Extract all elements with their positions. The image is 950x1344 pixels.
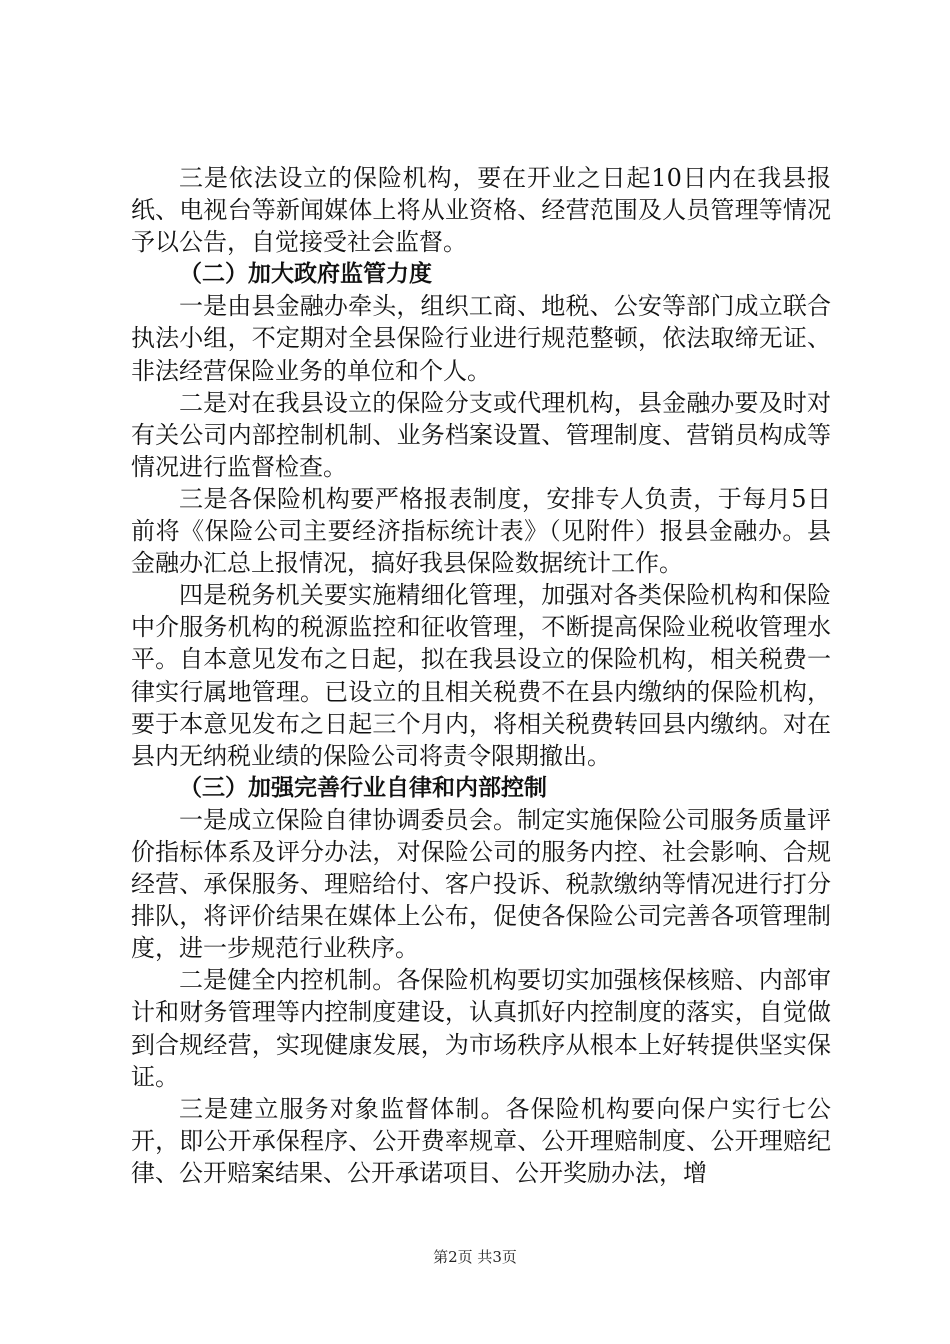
paragraph: 一是成立保险自律协调委员会。制定实施保险公司服务质量评价指标体系及评分办法，对保险公司的服务内控、社会影响、合规经营、承保服务、理赔给付、客户投诉、税款缴纳等情况进行打分排队，将评价结果在媒体上公布，促使各保险公司完善各项管理制度，进一步规范行业秩序。 bbox=[131, 805, 831, 963]
paragraph: 三是建立服务对象监督体制。各保险机构要向保户实行七公开，即公开承保程序、公开费率规章、公开理赔制度、公开理赔纪律、公开赔案结果、公开承诺项目、公开奖励办法，增 bbox=[131, 1094, 831, 1187]
paragraph: 四是税务机关要实施精细化管理，加强对各类保险机构和保险中介服务机构的税源监控和征收管理，不断提高保险业税收管理水平。自本意见发布之日起，拟在我县设立的保险机构，相关税费一律实行属地管理。已设立的且相关税费不在县内缴纳的保险机构，要于本意见发布之日起三个月内，将相关税费转回县内缴纳。对在县内无纳税业绩的保险公司将责令限期撤出。 bbox=[131, 581, 831, 770]
section-heading: （三）加强完善行业自律和内部控制 bbox=[179, 774, 547, 801]
paragraph: 一是由县金融办牵头，组织工商、地税、公安等部门成立联合执法小组，不定期对全县保险行业进行规范整顿，依法取缔无证、非法经营保险业务的单位和个人。 bbox=[131, 292, 831, 385]
paragraph: 二是对在我县设立的保险分支或代理机构，县金融办要及时对有关公司内部控制机制、业务档案设置、管理制度、营销员构成等情况进行监督检查。 bbox=[131, 388, 831, 481]
paragraph: 三是各保险机构要严格报表制度，安排专人负责，于每月5日前将《保险公司主要经济指标统计表》（见附件）报县金融办。县金融办汇总上报情况，搞好我县保险数据统计工作。 bbox=[131, 484, 831, 578]
page-footer: 第2页 共3页 bbox=[433, 1248, 517, 1266]
paragraph: 二是健全内控机制。各保险机构要切实加强核保核赔、内部审计和财务管理等内控制度建设，认真抓好内控制度的落实，自觉做到合规经营，实现健康发展，为市场秩序从根本上好转提供坚实保证。 bbox=[131, 966, 831, 1091]
document-body bbox=[131, 162, 831, 1189]
section-heading: （二）加大政府监管力度 bbox=[179, 261, 432, 288]
paragraph: 三是依法设立的保险机构，要在开业之日起10日内在我县报纸、电视台等新闻媒体上将从业资格、经营范围及人员管理等情况予以公告，自觉接受社会监督。 bbox=[131, 164, 831, 257]
